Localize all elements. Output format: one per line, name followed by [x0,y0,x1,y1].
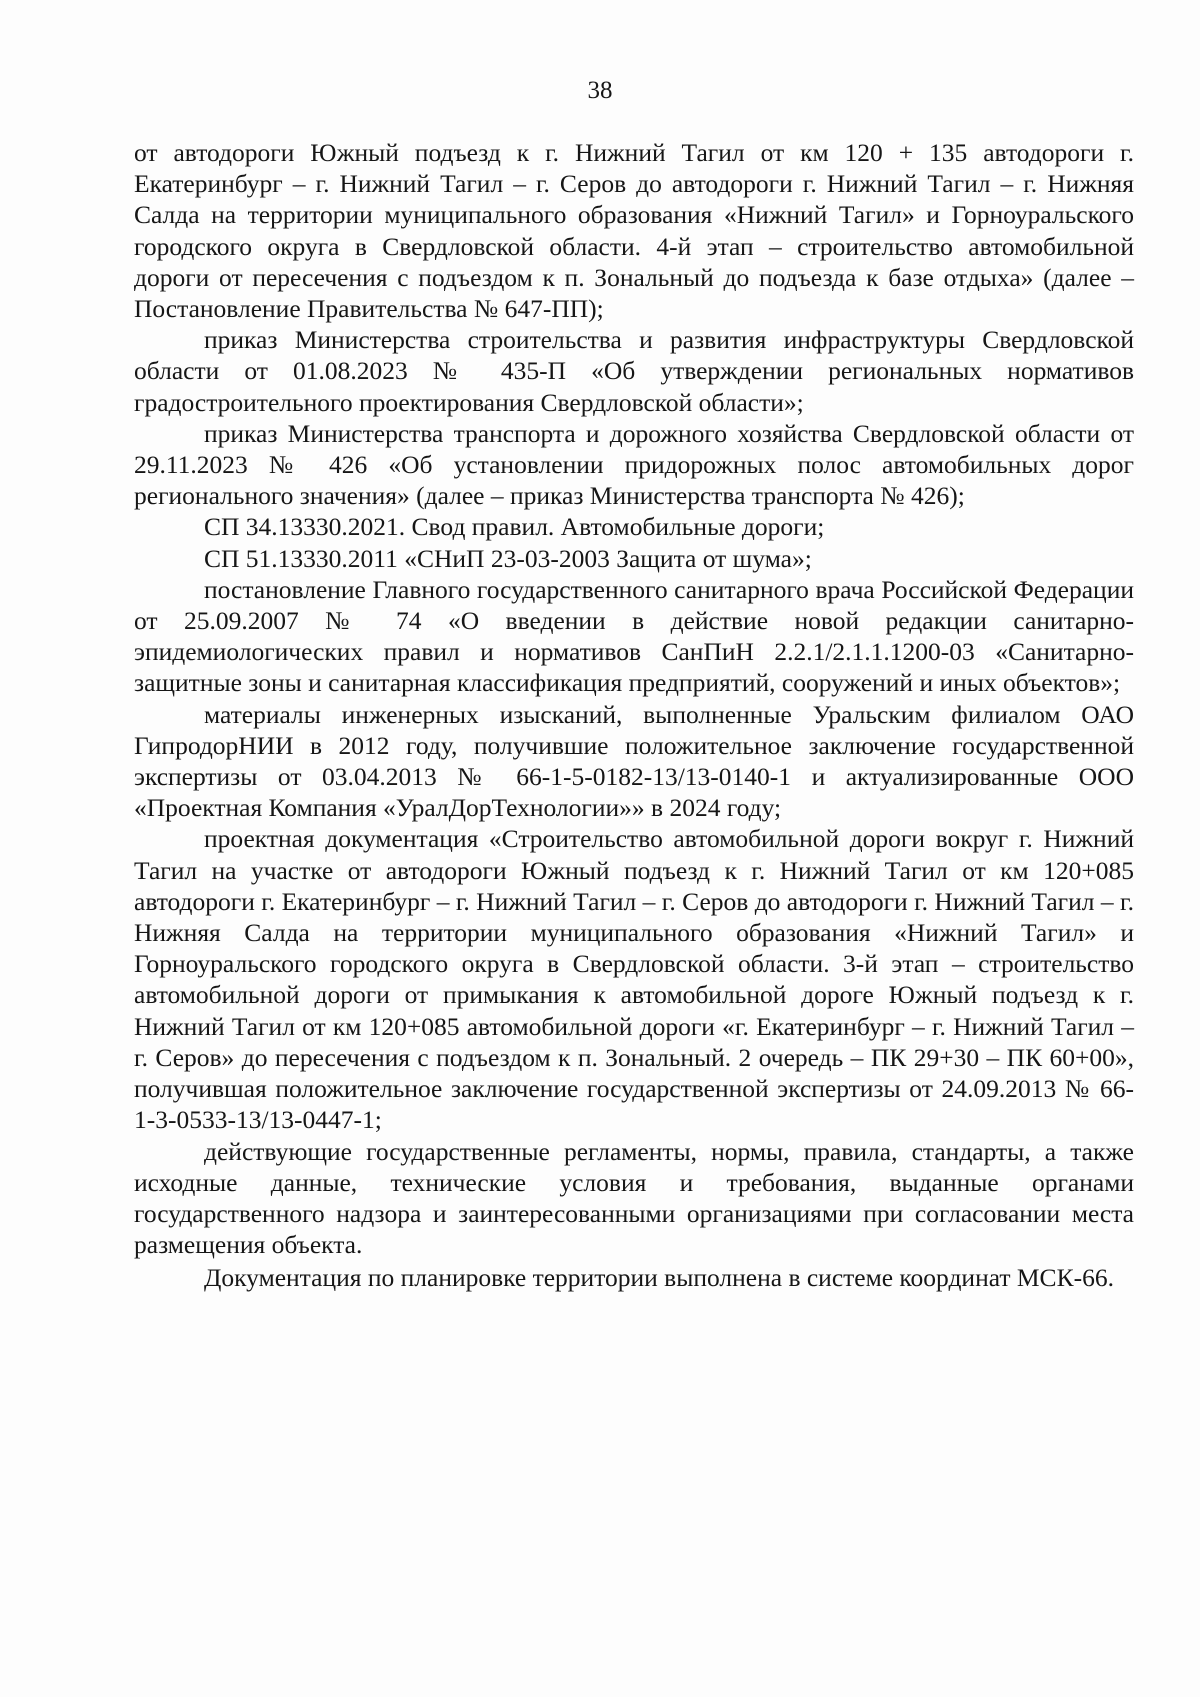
paragraph-ministry-transport-order: приказ Министерства транспорта и дорожного хозяйства Свердловской области от 29.11.2023 № 426 «Об установлении придорожных полос автомобильных дорог регионального значения» (далее – приказ Министерства транспорта № 426); [134,418,1134,511]
paragraph-sp-34: СП 34.13330.2021. Свод правил. Автомобильные дороги; [204,512,825,542]
paragraph-sp-51: СП 51.13330.2011 «СНиП 23-03-2003 Защита от шума»; [204,543,812,573]
document-body [134,137,1134,1294]
paragraph-project-documentation: проектная документация «Строительство автомобильной дороги вокруг г. Нижний Тагил на участке от автодороги Южный подъезд к г. Нижний Тагил от км 120+085 автодороги г. Екатеринбург – г. Нижний Тагил – г. Серов до автодороги г. Нижний Тагил – г. Нижняя Салда на территории муниципального образования «Нижний Тагил» и Горноуральского городского округа в Свердловской области. 3-й этап – строительство автомобильной дороги от примыкания к автомобильной дороге Южный подъезд к г. Нижний Тагил от км 120+085 автомобильной дороги «г. Екатеринбург – г. Нижний Тагил – г. Серов» до пересечения с подъездом к п. Зональный. 2 очередь – ПК 29+30 – ПК 60+00», получившая положительное заключение государственной экспертизы от 24.09.2013 № 66-1-3-0533-13/13-0447-1; [134,824,1134,1135]
paragraph-continuation: от автодороги Южный подъезд к г. Нижний Тагил от км 120 + 135 автодороги г. Екатеринбург – г. Нижний Тагил – г. Серов до автодороги г. Нижний Тагил – г. Нижняя Салда на территории муниципального образования «Нижний Тагил» и Горноуральского городского округа в Свердловской области. 4-й этап – строительство автомобильной дороги от пересечения с подъездом к п. Зональный до подъезда к базе отдыха» (далее – Постановление Правительства № 647-ПП); [134,138,1134,324]
paragraph-coordinate-system: Документация по планировке территории выполнена в системе координат МСК-66. [204,1263,1114,1293]
paragraph-ministry-construction-order: приказ Министерства строительства и развития инфраструктуры Свердловской области от 01.08.2023 № 435-П «Об утверждении региональных нормативов градостроительного проектирования Свердловской области»; [134,325,1134,417]
paragraph-sanitary-resolution: постановление Главного государственного санитарного врача Российской Федерации от 25.09.2007 № 74 «О введении в действие новой редакции санитарно-эпидемиологических правил и нормативов СанПиН 2.2.1/2.1.1.1200-03 «Санитарно-защитные зоны и санитарная классификация предприятий, сооружений и иных объектов»; [134,574,1134,698]
paragraph-survey-materials: материалы инженерных изысканий, выполненные Уральским филиалом ОАО ГипродорНИИ в 2012 году, получившие положительное заключение государственной экспертизы от 03.04.2013 № 66-1-5-0182-13/13-0140-1 и актуализированные ООО «Проектная Компания «УралДорТехнологии»» в 2024 году; [134,699,1134,823]
paragraph-regulations: действующие государственные регламенты, нормы, правила, стандарты, а также исходные данные, технические условия и требования, выданные органами государственного надзора и заинтересованными организациями при согласовании места размещения объекта. [134,1136,1134,1260]
page-number: 38 [587,77,613,104]
